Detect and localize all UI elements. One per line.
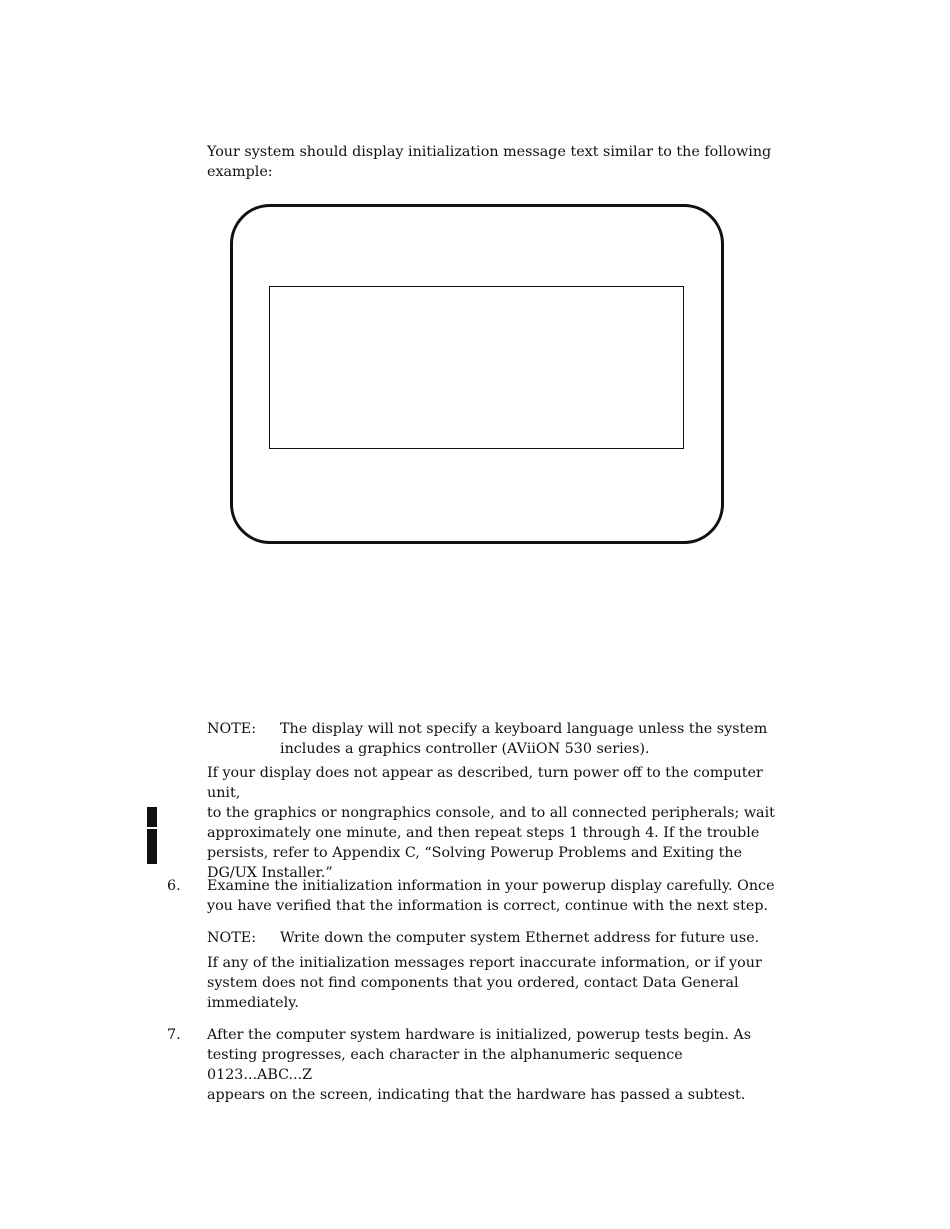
note-label bbox=[207, 928, 256, 948]
note-line: includes a graphics controller (AViiON 530 series). bbox=[280, 741, 650, 757]
change-bar bbox=[147, 807, 157, 827]
intro-line: example: bbox=[207, 164, 273, 180]
step-line: After the computer system hardware is initialized, powerup tests begin. As bbox=[207, 1027, 752, 1043]
step-6-text bbox=[207, 876, 782, 916]
inaccurate-info-paragraph bbox=[207, 953, 782, 1013]
intro-paragraph bbox=[207, 142, 777, 182]
note-text bbox=[280, 928, 780, 948]
paragraph-line: DG/UX Installer.” bbox=[207, 865, 333, 881]
step-number: 6. bbox=[167, 878, 181, 894]
step-line: appears on the screen, indicating that the hardware has passed a subtest. bbox=[207, 1087, 746, 1103]
step-line: Examine the initialization information in your powerup display carefully. Once bbox=[207, 878, 775, 894]
paragraph-line: persists, refer to Appendix C, “Solving Powerup Problems and Exiting the bbox=[207, 845, 743, 861]
step-7-text bbox=[207, 1025, 782, 1105]
intro-line: Your system should display initialization message text similar to the following bbox=[207, 144, 772, 160]
note-label-text: NOTE: bbox=[207, 721, 257, 737]
paragraph-line: to the graphics or nongraphics console, and to all connected peripherals; wait bbox=[207, 805, 775, 821]
step-number: 7. bbox=[167, 1027, 181, 1043]
note-line: The display will not specify a keyboard language unless the system bbox=[280, 721, 768, 737]
paragraph-line: approximately one minute, and then repeat steps 1 through 4. If the trouble bbox=[207, 825, 760, 841]
step-line: you have verified that the information is correct, continue with the next step. bbox=[207, 898, 769, 914]
note-label bbox=[207, 719, 256, 739]
paragraph-line: immediately. bbox=[207, 995, 299, 1011]
paragraph-line: system does not find components that you ordered, contact Data General bbox=[207, 975, 739, 991]
troubleshoot-paragraph bbox=[207, 763, 782, 883]
note-text bbox=[280, 719, 780, 759]
note-line: Write down the computer system Ethernet address for future use. bbox=[280, 930, 760, 946]
paragraph-line: If any of the initialization messages report inaccurate information, or if your bbox=[207, 955, 762, 971]
paragraph-line: If your display does not appear as described, turn power off to the computer unit, bbox=[207, 765, 763, 801]
change-bar bbox=[147, 829, 157, 864]
note-label-text: NOTE: bbox=[207, 930, 257, 946]
step-line: testing progresses, each character in the alphanumeric sequence 0123...ABC...Z bbox=[207, 1047, 683, 1083]
monitor-screen bbox=[269, 286, 684, 449]
